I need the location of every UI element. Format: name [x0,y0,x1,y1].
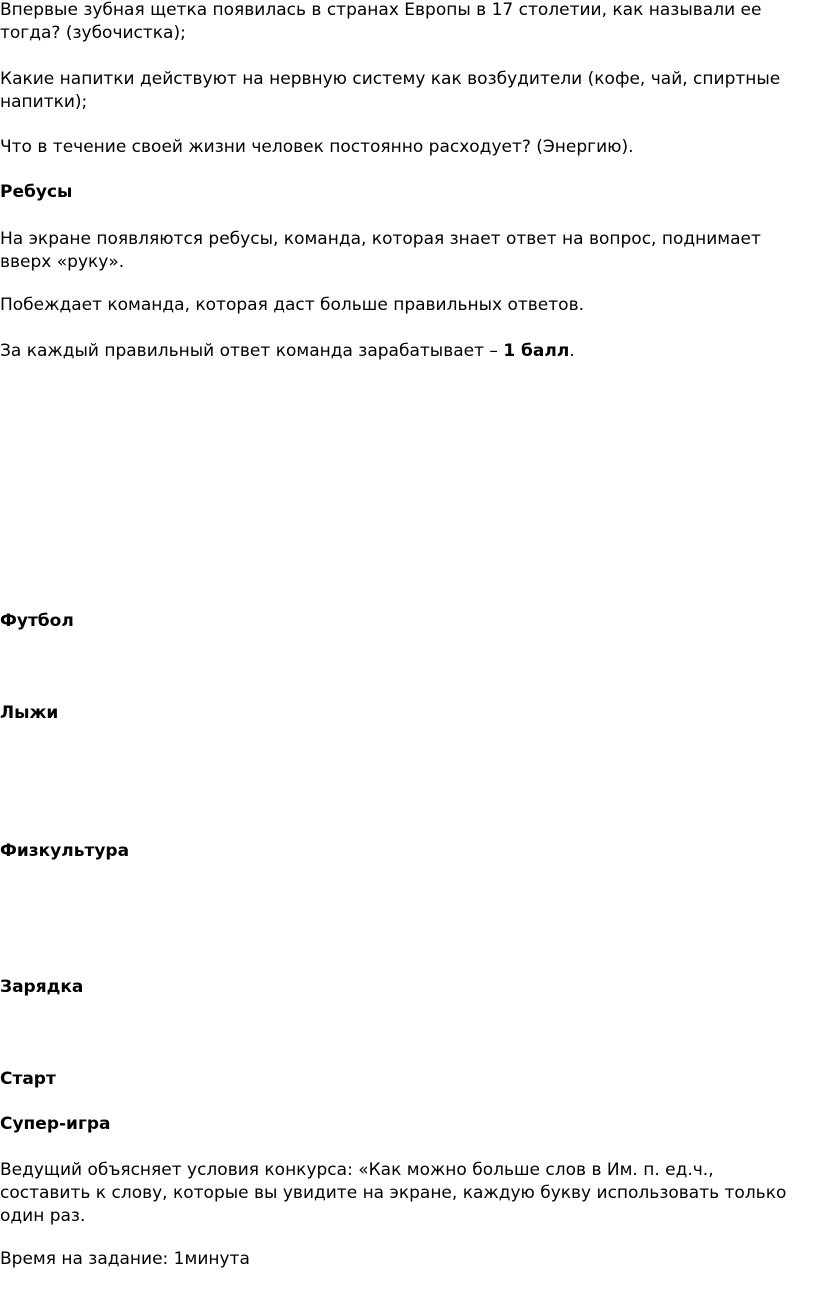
rebus-word-start: Старт [0,1069,56,1089]
rebus-score-points: 1 балл [503,341,570,361]
rebus-word-pe: Физкультура [0,841,130,861]
question-toothbrush: Впервые зубная щетка появилась в странах Европы в 17 столетии, как называли ее тогда? (зубочистка); [0,0,762,43]
supergame-time-label: Время на задание: 1минута [0,1249,250,1269]
rebus-word-skiing: Лыжи [0,703,59,723]
supergame-rules-paragraph: Ведущий объясняет условия конкурса: «Как можно больше слов в Им. п. ед.ч., составить к слову, которые вы увидите на экране, каждую букву использовать только один раз. [0,1160,787,1226]
section-heading-supergame: Супер-игра [0,1114,111,1134]
rebus-word-football: Футбол [0,611,74,631]
rebus-word-exercise: Зарядка [0,977,84,997]
section-heading-rebus: Ребусы [0,182,73,202]
rebus-winner-paragraph: Побеждает команда, которая даст больше правильных ответов. [0,295,584,315]
rebus-rules-paragraph: На экране появляются ребусы, команда, которая знает ответ на вопрос, поднимает вверх «руку». [0,229,761,272]
question-energy: Что в течение своей жизни человек постоянно расходует? (Энергию). [0,137,634,157]
rebus-score-text: За каждый правильный ответ команда зарабатывает – [0,341,504,361]
question-drinks: Какие напитки действуют на нервную систему как возбудители (кофе, чай, спиртные напитки); [0,69,781,112]
rebus-score-period: . [569,341,575,361]
rebus-score-paragraph [0,340,800,363]
